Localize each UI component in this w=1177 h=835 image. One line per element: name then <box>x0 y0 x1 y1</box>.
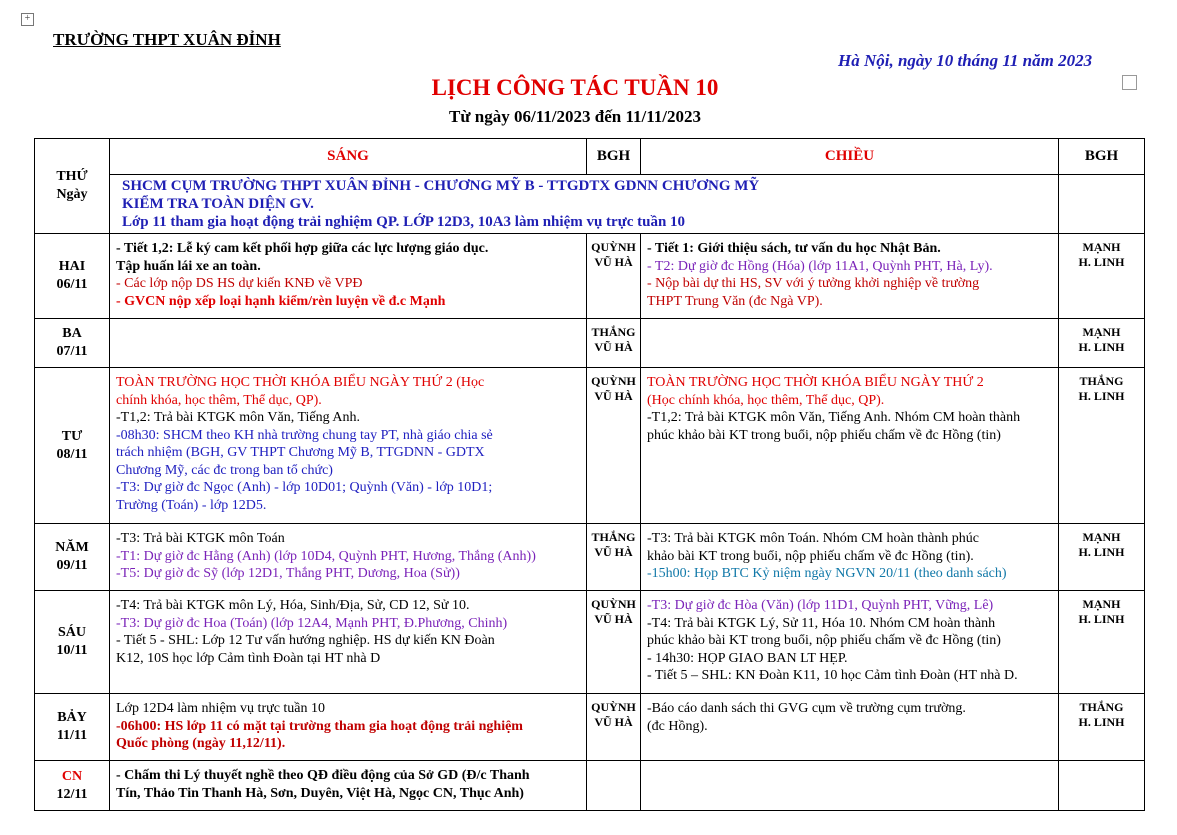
day-date: 11/11 <box>56 728 88 743</box>
afternoon-cell <box>641 694 1059 761</box>
morning-cell <box>110 524 587 591</box>
bgh-name: THẮNG <box>591 530 636 544</box>
afternoon-cell <box>641 368 1059 524</box>
schedule-line: - Chấm thi Lý thuyết nghề theo QĐ điều động của Sở GD (Đ/c Thanh <box>116 768 530 783</box>
bgh-morning-cell <box>587 591 641 694</box>
day-date: 06/11 <box>56 277 88 292</box>
day-row-sáu <box>35 591 1145 694</box>
day-name: NĂM <box>55 540 89 555</box>
day-label <box>35 694 110 761</box>
schedule-line: -T3: Dự giờ đc Hoa (Toán) (lớp 12A4, Mạnh PHT, Đ.Phương, Chinh) <box>116 615 508 631</box>
bgh-name: VŨ HÀ <box>594 255 633 269</box>
morning-cell <box>110 761 587 811</box>
bgh-morning-header: BGH <box>587 139 641 175</box>
bgh-afternoon-cell <box>1059 319 1145 368</box>
schedule-table <box>34 138 1145 811</box>
day-name: BẢY <box>57 710 87 725</box>
document-date: Hà Nội, ngày 10 tháng 11 năm 2023 <box>838 51 1093 70</box>
day-label <box>35 368 110 524</box>
schedule-line: khảo bài KT trong buổi, nộp phiếu chấm về đc Hồng (tin). <box>647 548 974 564</box>
schedule-line: (Học chính khóa, học thêm, Thể dục, QP). <box>647 392 885 408</box>
bgh-afternoon-cell <box>1059 761 1145 811</box>
day-row-bảy <box>35 694 1145 761</box>
bgh-name: VŨ HÀ <box>594 612 633 626</box>
schedule-line: Lớp 12D4 làm nhiệm vụ trực tuần 10 <box>116 701 326 716</box>
bgh-name: MẠNH <box>1082 597 1121 611</box>
afternoon-cell <box>641 319 1059 368</box>
schedule-line: K12, 10S học lớp Cảm tình Đoàn tại HT nhà D <box>116 650 381 666</box>
day-row-ba <box>35 319 1145 368</box>
day-column-header: THỨ Ngày <box>35 139 110 234</box>
schedule-line: - 14h30: HỌP GIAO BAN LT HẸP. <box>647 650 848 666</box>
schedule-line: (đc Hồng). <box>647 718 708 734</box>
afternoon-cell <box>641 761 1059 811</box>
schedule-line: -T3: Trả bài KTGK môn Toán. Nhóm CM hoàn thành phúc <box>647 531 980 546</box>
bgh-afternoon-cell <box>1059 368 1145 524</box>
bgh-name: THẮNG <box>1079 700 1124 714</box>
morning-cell <box>110 694 587 761</box>
table-move-handle-icon[interactable]: + <box>21 13 34 26</box>
schedule-line: - GVCN nộp xếp loại hạnh kiểm/rèn luyện về đ.c Mạnh <box>116 293 446 309</box>
day-label <box>35 524 110 591</box>
schedule-line: -15h00: Họp BTC Kỷ niệm ngày NGVN 20/11 (theo danh sách) <box>647 566 1007 581</box>
bgh-name: H. LINH <box>1078 340 1125 354</box>
bgh-name: VŨ HÀ <box>594 340 633 354</box>
morning-column-header: SÁNG <box>110 139 587 175</box>
bgh-name: QUỲNH <box>591 374 636 388</box>
afternoon-cell <box>641 524 1059 591</box>
schedule-line: THPT Trung Văn (đc Ngà VP). <box>647 293 823 309</box>
day-name: SÁU <box>57 625 86 640</box>
bgh-afternoon-cell <box>1059 694 1145 761</box>
day-row-tư <box>35 368 1145 524</box>
bgh-afternoon-header: BGH <box>1059 139 1145 175</box>
schedule-line: -06h00: HS lớp 11 có mặt tại trường tham gia hoạt động trải nghiệm <box>116 718 523 734</box>
day-name: HAI <box>58 259 86 274</box>
schedule-line: Trường (Toán) - lớp 12D5. <box>116 497 267 513</box>
schedule-line: -08h30: SHCM theo KH nhà trường chung tay PT, nhà giáo chia sẻ <box>116 427 493 443</box>
afternoon-cell <box>641 591 1059 694</box>
bgh-name: H. LINH <box>1078 255 1125 269</box>
bgh-morning-cell <box>587 761 641 811</box>
schedule-line: -T3: Dự giờ đc Ngọc (Anh) - lớp 10D01; Quỳnh (Văn) - lớp 10D1; <box>116 480 493 495</box>
bgh-name: H. LINH <box>1078 545 1125 559</box>
schedule-line: -T4: Trả bài KTGK Lý, Sử 11, Hóa 10. Nhóm CM hoàn thành <box>647 615 996 631</box>
bgh-name: MẠNH <box>1082 325 1121 339</box>
bgh-name: MẠNH <box>1082 240 1121 254</box>
morning-cell <box>110 591 587 694</box>
page-subtitle: Từ ngày 06/11/2023 đến 11/11/2023 <box>448 107 702 126</box>
day-date: 12/11 <box>56 786 88 802</box>
afternoon-column-header: CHIỀU <box>641 139 1059 175</box>
day-date: 07/11 <box>56 344 88 359</box>
bgh-morning-cell <box>587 524 641 591</box>
schedule-line: -T5: Dự giờ đc Sỹ (lớp 12D1, Thắng PHT, Dương, Hoa (Sử)) <box>116 566 460 581</box>
schedule-line: trách nhiệm (BGH, GV THPT Chương Mỹ B, TTGDNN - GDTX <box>116 445 485 460</box>
bgh-name: QUỲNH <box>591 240 636 254</box>
schedule-line: phúc khảo bài KT trong buổi, nộp phiếu chấm về đc Hồng (tin) <box>647 633 1001 648</box>
bgh-name: VŨ HÀ <box>594 389 633 403</box>
bgh-name: QUỲNH <box>591 700 636 714</box>
morning-cell <box>110 234 587 319</box>
bgh-morning-cell <box>587 319 641 368</box>
day-date: 08/11 <box>56 446 88 462</box>
schedule-line: Tập huấn lái xe an toàn. <box>116 258 261 274</box>
schedule-line: - Tiết 5 – SHL: KN Đoàn K11, 10 học Cảm tình Đoàn (HT nhà D. <box>647 668 1018 683</box>
bgh-name: THẮNG <box>1079 374 1124 388</box>
schedule-line: - T2: Dự giờ đc Hồng (Hóa) (lớp 11A1, Quỳnh PHT, Hà, Ly). <box>647 258 993 274</box>
table-header-row <box>35 139 1145 175</box>
schedule-line: Tín, Thảo Tin Thanh Hà, Sơn, Duyên, Việt Hà, Ngọc CN, Thục Anh) <box>116 785 524 801</box>
bgh-afternoon-cell <box>1059 591 1145 694</box>
schedule-line: -T3: Dự giờ đc Hòa (Văn) (lớp 11D1, Quỳnh PHT, Vững, Lê) <box>647 598 994 613</box>
schedule-line: TOÀN TRƯỜNG HỌC THỜI KHÓA BIỂU NGÀY THỨ 2 (Học <box>116 375 485 390</box>
schedule-line: - Các lớp nộp DS HS dự kiến KNĐ về VPĐ <box>116 276 363 291</box>
day-label <box>35 761 110 811</box>
school-name: TRƯỜNG THPT XUÂN ĐỈNH <box>53 30 281 49</box>
schedule-line: Chương Mỹ, các đc trong ban tổ chức) <box>116 462 333 478</box>
bgh-afternoon-cell <box>1059 234 1145 319</box>
schedule-line: -T3: Trả bài KTGK môn Toán <box>116 531 285 546</box>
day-name: BA <box>62 326 82 341</box>
bgh-name: VŨ HÀ <box>594 715 633 729</box>
schedule-line: - Tiết 1,2: Lễ ký cam kết phối hợp giữa các lực lượng giáo dục. <box>116 241 489 256</box>
bgh-morning-cell <box>587 694 641 761</box>
bgh-morning-cell <box>587 368 641 524</box>
bgh-name: THẮNG <box>591 325 636 339</box>
bgh-morning-cell <box>587 234 641 319</box>
bgh-name: QUỲNH <box>591 597 636 611</box>
schedule-line: Quốc phòng (ngày 11,12/11). <box>116 736 286 751</box>
schedule-line: - Tiết 5 - SHL: Lớp 12 Tư vấn hướng nghiệp. HS dự kiến KN Đoàn <box>116 633 495 648</box>
day-label <box>35 591 110 694</box>
morning-cell <box>110 319 587 368</box>
day-label <box>35 234 110 319</box>
schedule-line: chính khóa, học thêm, Thể dục, QP). <box>116 392 322 408</box>
schedule-line: -T4: Trả bài KTGK môn Lý, Hóa, Sinh/Địa, Sử, CD 12, Sử 10. <box>116 598 470 613</box>
day-row-năm <box>35 524 1145 591</box>
bgh-name: MẠNH <box>1082 530 1121 544</box>
bgh-afternoon-cell <box>1059 524 1145 591</box>
general-notes: SHCM CỤM TRƯỜNG THPT XUÂN ĐỈNH - CHƯƠNG MỸ B - TTGDTX GDNN CHƯƠNG MỸ KIỂM TRA TOÀN DIỆN GV. Lớp 11 tham gia hoạt động trải nghiệm QP. LỚP 12D3, 10A3 làm nhiệm vụ trực tuần 10 <box>110 175 1059 234</box>
day-row-hai <box>35 234 1145 319</box>
schedule-line: TOÀN TRƯỜNG HỌC THỜI KHÓA BIỂU NGÀY THỨ 2 <box>647 375 984 390</box>
day-row-cn <box>35 761 1145 811</box>
general-row <box>35 175 1145 234</box>
schedule-line: - Tiết 1: Giới thiệu sách, tư vấn du học Nhật Bản. <box>647 241 941 256</box>
day-date: 09/11 <box>56 558 88 573</box>
day-name: TƯ <box>61 428 83 444</box>
afternoon-cell <box>641 234 1059 319</box>
schedule-line: -T1: Dự giờ đc Hằng (Anh) (lớp 10D4, Quỳnh PHT, Hương, Thắng (Anh)) <box>116 548 536 564</box>
morning-cell <box>110 368 587 524</box>
schedule-line: phúc khảo bài KT trong buổi, nộp phiếu chấm về đc Hồng (tin) <box>647 427 1001 443</box>
day-date: 10/11 <box>56 643 88 658</box>
bgh-name: VŨ HÀ <box>594 545 633 559</box>
bgh-name: H. LINH <box>1078 715 1125 729</box>
schedule-line: -T1,2: Trả bài KTGK môn Văn, Tiếng Anh. Nhóm CM hoàn thành <box>647 410 1021 425</box>
bgh-name: H. LINH <box>1078 389 1125 403</box>
schedule-line: - Nộp bài dự thi HS, SV với ý tưởng khởi nghiệp về trường <box>647 276 980 291</box>
schedule-line: -T1,2: Trả bài KTGK môn Văn, Tiếng Anh. <box>116 410 360 425</box>
schedule-line: -Báo cáo danh sách thi GVG cụm về trường cụm trường. <box>647 701 966 716</box>
bgh-name: H. LINH <box>1078 612 1125 626</box>
day-label <box>35 319 110 368</box>
day-name: CN <box>61 768 83 784</box>
page-title: LỊCH CÔNG TÁC TUẦN 10 <box>431 75 719 100</box>
